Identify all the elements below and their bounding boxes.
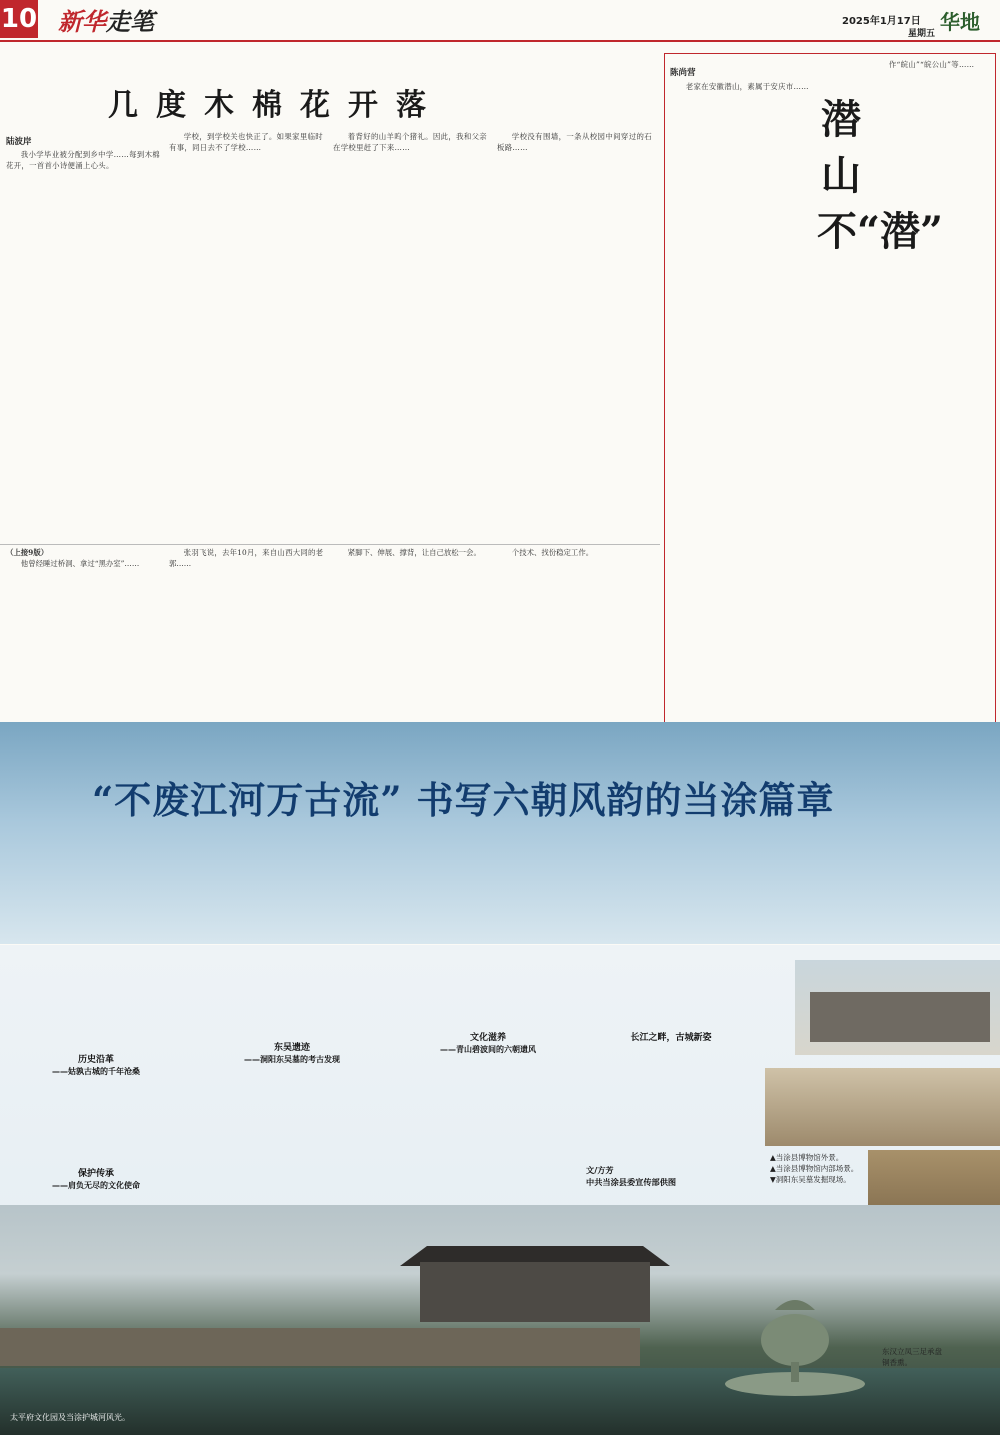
article2-text-1: 老家在安徽潜山，素属于安庆市…… [685,82,809,91]
section-sub-culture: ——青山碧波间的六朝遗风 [440,1045,536,1054]
bronze-censer-illustration [715,1280,885,1400]
section-heading-culture: 文化滋养 [469,1033,506,1043]
article1-text-2: 学校，到学校关也快正了。如果家里临时有事，同日去不了学校…… [169,132,323,152]
caption-tomb: ▼洞阳东吴墓发掘现场。 [770,1175,851,1184]
signoff-author: 文/方芳 [586,1165,614,1175]
caption-museum-interior: ▲当涂县博物馆内部场景。 [770,1164,859,1173]
header-rule [0,40,1000,42]
masthead [58,2,154,37]
section-heading-wu: 东吴遗迹 [273,1043,310,1053]
masthead-red: 新华 [58,7,106,36]
section-heading-history: 历史沿革 [77,1055,114,1065]
feature-column-2 [204,952,380,1192]
supplement-logo: 华地 [940,10,980,34]
continued-text-1: 他曾经睡过桥洞、拿过“黑办室”…… [20,558,140,568]
section-sub-history: ——姑孰古城的千年沧桑 [52,1067,140,1076]
continued-column-3 [333,548,487,718]
section-heading-city: 长江之畔，古城新姿 [630,1033,712,1043]
issue-date: 2025年1月17日 [842,16,921,27]
continued-column-1 [6,548,160,718]
issue-weekday: 星期五 [908,29,936,39]
gate-tower [420,1262,650,1322]
article1-text-3: 着背好的山羊呜个猪礼。因此，我和父亲在学校里赶了下来…… [333,132,487,152]
feature-banner [0,722,1000,944]
caption-censer: 东汉立凤三足承盘铜香熏。 [882,1347,942,1367]
continued-column-4 [497,548,652,718]
feature-title: “不废江河万古流” 书写六朝风韵的当涂篇章 [92,778,835,822]
continued-text-2: 张羽飞说，去年10月，来自山西大同的老郭…… [169,548,323,568]
signoff-org: 中共当涂县委宣传部供图 [586,1177,677,1187]
section-divider [0,544,660,545]
city-wall [0,1328,640,1366]
article2-author: 陈尚营 [670,68,696,78]
feature-signoff [586,1164,676,1188]
right-photo-captions [770,1152,865,1185]
section-heading-protection: 保护传承 [77,1169,114,1179]
article1-text-4: 学校没有围墙，一条从校园中间穿过的石板路…… [497,132,652,152]
article2-title: 潜山不“潜” [817,96,944,255]
section-sub-protection: ——肩负无尽的文化使命 [52,1181,140,1190]
museum-interior-photo [765,1068,1000,1146]
continued-column-2 [169,548,323,718]
continued-label: （上接9版） [6,548,49,557]
feature-column-4 [586,952,756,1152]
article2-text-2: 作“皖山”“皖公山”等…… [888,60,975,69]
page-number: 10 [0,0,38,38]
continued-text-3: 紧脚下、伸展、撑背，让自己放松一会。 [347,548,481,557]
caption-main-photo: 太平府文化园及当涂护城河风光。 [10,1413,130,1422]
article1-text-1: 我小学毕业被分配到乡中学……每到木棉花开，一首首小诗便涌上心头。 [6,150,160,170]
article1-title: 几度木棉花开落 [108,88,444,123]
section-sub-wu: ——洞阳东吴墓的考古发现 [244,1055,340,1064]
article1-author: 陆波岸 [6,137,32,147]
feature-column-3 [400,952,576,1192]
museum-building-shape [810,992,990,1042]
masthead-black: 走笔 [106,7,154,36]
caption-museum-exterior: ▲当涂县博物馆外景。 [770,1153,844,1162]
continued-text-4: 个技术、找份稳定工作。 [511,548,594,557]
